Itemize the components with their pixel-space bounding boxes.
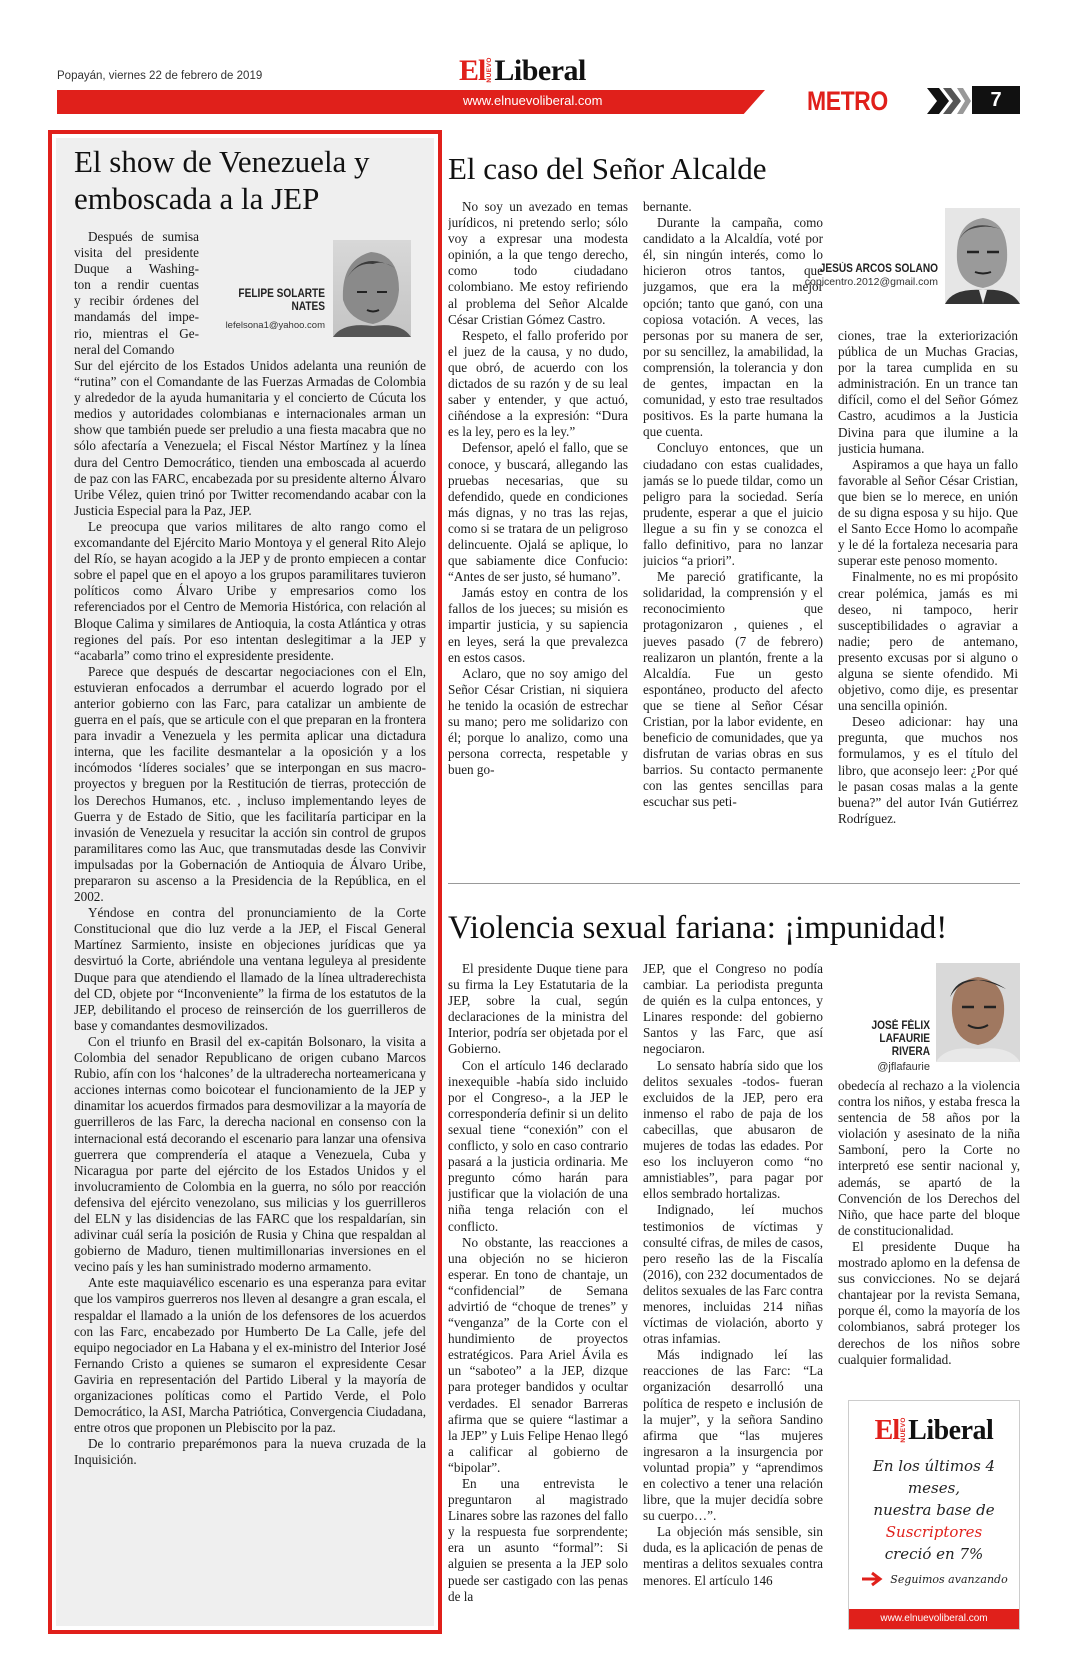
paragraph: De lo contrario preparémonos para la nueva cruzada de la Inquisición. [74,1436,426,1468]
logo-liberal: Liberal [494,54,586,87]
ad-tagline [849,1571,1019,1587]
author-photo [945,208,1020,304]
paragraph: Con el triunfo en Brasil del ex-capitán Bolsonaro, la visita a Colombia del senador Republicano de origen cubano Marcos Rubio, afín con los ‘halcones’ de la ultraderecha norteamericana y acciones internas como boicotear el funcionamiento de la JEP y dinamitar los acuerdos firmados para desmovilizar a la mayoría de guerrilleros de las Farc, la derecha nacional en consenso con la internacional está decorando el escenario para lanzar una ofensiva guerrera que comprendería el ataque a Venezuela, Cuba y Nicaragua por parte del ejército de los Estados Unidos y el involucramiento de Colombia en la guerra, no sólo por reacción defensiva del ejército venezolano, sus milicias y los guerrilleros del ELN y las disidencias de las FARC que los respaldarían, sin adivinar cuál sería la posición de Rusia y China que respaldan al gobierno de Maduro, tienen multimillonarias inversiones en el vecino país y les han suministrado moderno armamento. [74,1033,426,1275]
intro-line: mandamás del impe- [74,309,199,325]
paragraph: Defensor, apeló el fallo, que se conoce, y buscará, allegando las pruebas necesarias, que su defendido, quede en condiciones más dignas, y no tras las rejas, como si se tratara de un peligroso delincuente. Ojalá se aplique, lo que sabiamente dice Confucio: “Antes de ser justo, sé humano”. [448,440,628,585]
header-red-bar [57,90,765,114]
article-column [643,199,823,859]
paragraph: El presidente Duque ha mostrado aplomo en la defensa de sus convicciones. No se dejará chantajear por la revista Semana, porque él, como la mayoría de los colombianos, sabrá proteger los derechos de los niños sobre cualquier formalidad. [838,1238,1020,1367]
article-column [643,961,823,1611]
ad-text: En los últimos 4 meses, [872,1457,996,1497]
arrow-icon [860,1571,886,1587]
logo-liberal: Liberal [908,1415,994,1446]
website-url[interactable]: www.elnuevoliberal.com [463,93,603,108]
author-byline [205,288,325,332]
article-title: El show de Venezuela y emboscada a la JEP [74,144,370,216]
paragraph: Con el artículo 146 declarado inexequible -había sido incluido por el Congreso-, a la JEP le correspondería definir si un delito sexual tiene “conexión” con el conflicto, y solo en caso contrario pasará a la justicia ordinaria. Me pregunto cómo harán para justificar que la violación de una niña tenga relación con el conflicto. [448,1057,628,1234]
paragraph: Ante este maquiavélico escenario es una esperanza para evitar que los vampiros guerreros nos lleven al desangre a gran escala, el respaldar el llamado a la unión de los defensores de los acuerdos con las Farc, encabezado por Humberto De La Calle, jefe del equipo negociador en La Habana y el ex-ministro del Interior José Fernando Cristo a quienes se sumaron el expresidente Cesar Gaviria en representación del Partido Liberal y la mayoría de organizaciones políticas como el Partido Verde, el Polo Democrático, la ASI, Marcha Patriótica, Convergencia Ciudadana, entre otros que proponen un Plebiscito por la paz. [74,1275,426,1436]
page-number: 7 [972,86,1020,114]
paragraph: Concluyo entonces, que un ciudadano con estas cualidades, jamás se lo puede tildar, como un peligro para la sociedad. Sería prudente, esperar a que el juicio llegue a su fin y se conozca el fallo definitivo, para no lanzar juicios “a priori”. [643,440,823,569]
article-body [74,358,426,1468]
logo-nuevo: NUEVO [486,57,494,83]
paragraph: Finalmente, no es mi propósito crear polémica, jamás es mi deseo, ni tampoco, herir susceptibilidades o agraviar a nadie; pero de antemano, presento excusas por si alguno o alguna se siente ofendido. Mi objetivo, como dije, es presentar una sencilla opinión. [838,569,1018,714]
author-handle[interactable]: @jflafaurie [877,1061,930,1073]
article-title: El caso del Señor Alcalde [448,151,767,186]
paragraph: Deseo adicionar: hay una pregunta, que muchos nos formulamos, y es el título del libro, que aconsejo leer: ¿Por qué le pasan cosas malas a la gente buena?” del autor Iván Gutiérrez Rodríguez. [838,714,1018,826]
author-email[interactable]: lefelsona1@yahoo.com [225,320,325,331]
logo-nuevo: NUEVO [900,1417,908,1443]
article-intro [74,229,199,358]
author-byline [830,1020,930,1073]
article-title: Violencia sexual fariana: ¡impunidad! [448,910,948,946]
newspaper-logo[interactable] [459,54,586,87]
article-divider [448,883,1020,884]
paragraph: No obstante, las reacciones a una objeción no se hicieron esperar. En tono de chantaje, un “confidencial” de Semana advirtió de “choque de trenes” y “venganza” de la Corte con el hundimiento de proyectos estratégicos. Para Ariel Ávila es un “saboteo” a la JEP, dizque para proteger bandidos y ocultar verdades. El senador Barreras afirma que se quiere “lastimar a la JEP” y Luis Felipe Henao llegó a calificar al gobierno de “bipolar”. [448,1234,628,1475]
paragraph: Aclaro, que no soy amigo del Señor César Cristian, ni siquiera he tenido la ocasión de estrechar su mano; pero me solidarizo con él; porque lo analizo, como una persona correcta, respetable y buen go- [448,665,628,778]
subscribers-ad[interactable] [848,1400,1020,1630]
paragraph: Respeto, el fallo proferido por el juez de la causa, y no dudo, que obró, de acuerdo con los dictados de su razón y de su leal saber y entender, y que actuó, ciñéndose a la expresión: “Dura es la ley, pero es la ley.” [448,327,628,440]
paragraph: Más indignado leí las reacciones de las Farc: “La organización desarrolló una política de respeto e inclusión de la mujer”, y la señora Sandino afirma que “las mujeres ingresaron a la insurgencia por voluntad propia” y “aprendimos en colectivo a tener una relación libre, que la mujer decidía sobre su cuerpo…”. [643,1347,823,1524]
paragraph: En una entrevista le preguntaron al magistrado Linares sobre las razones del fallo y la respuesta fue sorprendente; era un asunto “formal”: Si alguien se presenta a la JEP solo puede ser castigado con las penas de la [448,1476,628,1604]
paragraph: Durante la campaña, como candidato a la Alcaldía, voté por él, sin ningún interés, como lo hicieron otros tantos, que juzgamos, que era la mejor opción; tanto que ganó, con una copiosa votación. A veces, las personas por su manera de ser, por su sencillez, la amabilidad, la comprensión, la tolerancia y don de gentes, impactan en la comunidad, y esto trae resultados positivos. Es la parte humana la que cuenta. [643,215,823,440]
author-name: FELIPE SOLARTE NATES [238,288,325,313]
paragraph: Aspiramos a que haya un fallo favorable al Señor César Cristian, que bien se lo merece, en unión de su digna esposa y su hijo. Que el Santo Ecce Homo lo acompañe y le dé la fortaleza necesaria para superar este penoso momento. [838,456,1018,569]
paragraph: La objeción más sensible, sin duda, es la aplicación de penas de mentiras a delitos sexuales contra menores. El artículo 146 [643,1524,823,1588]
paragraph: bernante. [643,199,692,214]
paragraph: Le preocupa que varios militares de alto rango como el excomandante del Ejército Mario Montoya y el general Rito Alejo del Río, se hayan acogido a la JEP y de pronto empiecen a contar sobre el papel que en el apoyo a los grupos paramilitares tuvieron políticos como Álvaro Uribe y empresarios como los referenciados por el Centro de Memoria Histórica, con relación al Bloque Calima y similares de Antioquia, la costa Atlántica y otras regiones del país. Por eso intentan deslegitimar a la JEP y “acabarla” como trino el expresidente presidente. [74,518,426,663]
article-column [448,199,628,859]
intro-line: ton a rendir cuentas [74,277,199,293]
article-column [838,1078,1020,1378]
article-column [448,961,628,1611]
ad-logo [849,1415,1019,1445]
paragraph: Sur del ejército de los Estados Unidos adelanta una reunión de “rutina” con el Comandante de las Fuerzas Armadas de Colombia y alrededor de la ayuda humanitaria y el concierto de Cúcuta los medios y autoridades colombianas e internacionales arman un show que también puede ser preludio a una fiesta macabra que no sólo afectaría a Venezuela; el Fiscal Néstor Martínez y la línea dura del Centro Democrático, tienden una emboscada al acuerdo de paz con las FARC, encabezada por su presidente alterno Álvaro Uribe Vélez, quien trinó por Twitter recomendando acabar con la Justicia Especial para la Paz, JEP. [74,358,426,518]
intro-line: Duque a Washing- [74,261,199,277]
paragraph: No soy un avezado en temas jurídicos, ni pretendo serlo; sólo voy a expresar una modesta opinión, a la que tengo derecho, como todo ciudadano colombiano. Me estoy refiriendo al problema del Señor Alcalde César Cristian Gómez Castro. [448,199,628,327]
section-chevron-icon [923,86,971,116]
intro-line: y recibir órdenes del [74,293,199,309]
author-email[interactable]: copicentro.2012@gmail.com [804,276,938,288]
author-photo [936,963,1020,1062]
ad-url[interactable]: www.elnuevoliberal.com [849,1609,1019,1629]
paragraph: Lo sensato habría sido que los delitos sexuales -todos- fueran excluidos de la JEP, pero era inmenso el rabo de paja de los cabecillas, que abusaron de mujeres de todas las edades. Por eso los incluyeron como “no amnistiables”, para pagar por ellos sembrado hortalizas. [643,1057,823,1202]
paragraph: Indignado, leí muchos testimonios de víctimas y consulté cifras, de miles de casos, pero reseño las de la Fiscalía (2016), con 232 documentados de delitos sexuales de las Farc contra menores, incluidas 214 niñas víctimas de violación, aborto y otras infamias. [643,1202,823,1347]
paragraph: obedecía al rechazo a la violencia contra los niños, y estaba fresca la sentencia de 58 años por la violación y asesinato de la niña Samboní, pero la Corte no interpretó ese sentir nacional y, además, se apartó de la Convención de los Derechos del Niño, que hace parte del bloque de constitucionalidad. [838,1078,1020,1238]
ad-text: nuestra base de [873,1501,995,1519]
section-name: METRO [807,86,888,116]
intro-line: visita del presidente [74,245,199,261]
logo-el: El [459,54,486,87]
intro-line: neral del Comando [74,341,175,357]
paragraph: Yéndose en contra del pronunciamiento de la Corte Constitucional que dio luz verde a la JEP, el Fiscal General Martínez Sarmiento, insiste en objeciones jurídicas que ya desvirtuó la Corte, abriéndole una ventana leguleya al presidente Duque para que atendiendo el llamado de la línea ultraderechista del CD, objete por “Inconveniente” la firma de los estatutos de la JEP, debilitando el proceso de reinserción de los guerrilleros de base y comandantes desmovilizados. [74,905,426,1033]
paragraph: ciones, trae la exteriorización pública de un Muchas Gracias, por la tarea cumplida en su administración. En un trance tan difícil, como el del Señor Gómez Castro, acudimos a la Justicia Divina para que ilumine a la justicia humana. [838,328,1018,456]
ad-text: Seguimos avanzando [890,1572,1008,1586]
intro-line: rio, mientras el Ge- [74,325,199,341]
article-column [838,328,1018,868]
paragraph: Parece que después de descartar negociaciones con el Eln, estuvieran enfocados a derrumbar el acuerdo logrado por el anterior gobierno con las Farc, para catalizar un ambiente de guerra en el país, que se articule con el que preparan en la frontera para invadir a Venezuela y les permita aplicar una dictadura interna, que les facilite desmantelar a la oposición y a los incómodos ‘líderes sociales’ que se interpongan en sus macro-proyectos y breguen por la Restitución de tierras, protección de los Derechos Humanos, etc. , incluso implementando leyes de Guerra y de Estado de Sitio, que les facilitaría participar en la invasión de Venezuela y resucitar la acción sin control de grupos paramilitares como las Auc, que transmutadas desde las Convivir impulsadas por la Gobernación de Antioquia de Álvaro Uribe, prepararon su ascenso a la Presidencia de la República, en el 2002. [74,663,426,905]
author-name: JESÚS ARCOS SOLANO [819,263,938,275]
ad-text-highlight: Suscriptores [885,1523,983,1541]
author-name: JOSÉ FÉLIX LAFAURIE RIVERA [871,1020,930,1058]
author-photo [333,240,411,337]
paragraph: Jamás estoy en contra de los fallos de los jueces; su misión es impartir justicia, y su sapiencia en leyes, será la que prevalezca en estos casos. [448,585,628,665]
logo-el: El [874,1415,900,1446]
ad-text: creció en 7% [884,1545,984,1563]
paragraph: JEP, que el Congreso no podía cambiar. La periodista pregunta de quién es la culpa entonces, y Linares responde: del gobierno Santos y las Farc, que así negociaron. [643,961,823,1057]
paragraph: Me pareció gratificante, la solidaridad, la comprensión y el reconocimiento que protagonizaron , quienes , el jueves pasado (7 de febrero) realizaron un plantón, frente a la Alcaldía. Fue un gesto espontáneo, producto del afecto que se tiene al Señor César Cristian, por la labor evidente, en beneficio de comunidades, que ya disfrutan de varias obras en sus barrios. Su contacto permanente con las gentes sencillas para escuchar sus peti- [643,569,823,810]
intro-line: Después de sumisa [88,229,199,244]
issue-date: Popayán, viernes 22 de febrero de 2019 [57,70,263,82]
paragraph: El presidente Duque tiene para su firma la Ley Estatutaria de la JEP, sobre la cual, según declaraciones de la ministra del Interior, podría ser objetada por el Gobierno. [448,961,628,1057]
